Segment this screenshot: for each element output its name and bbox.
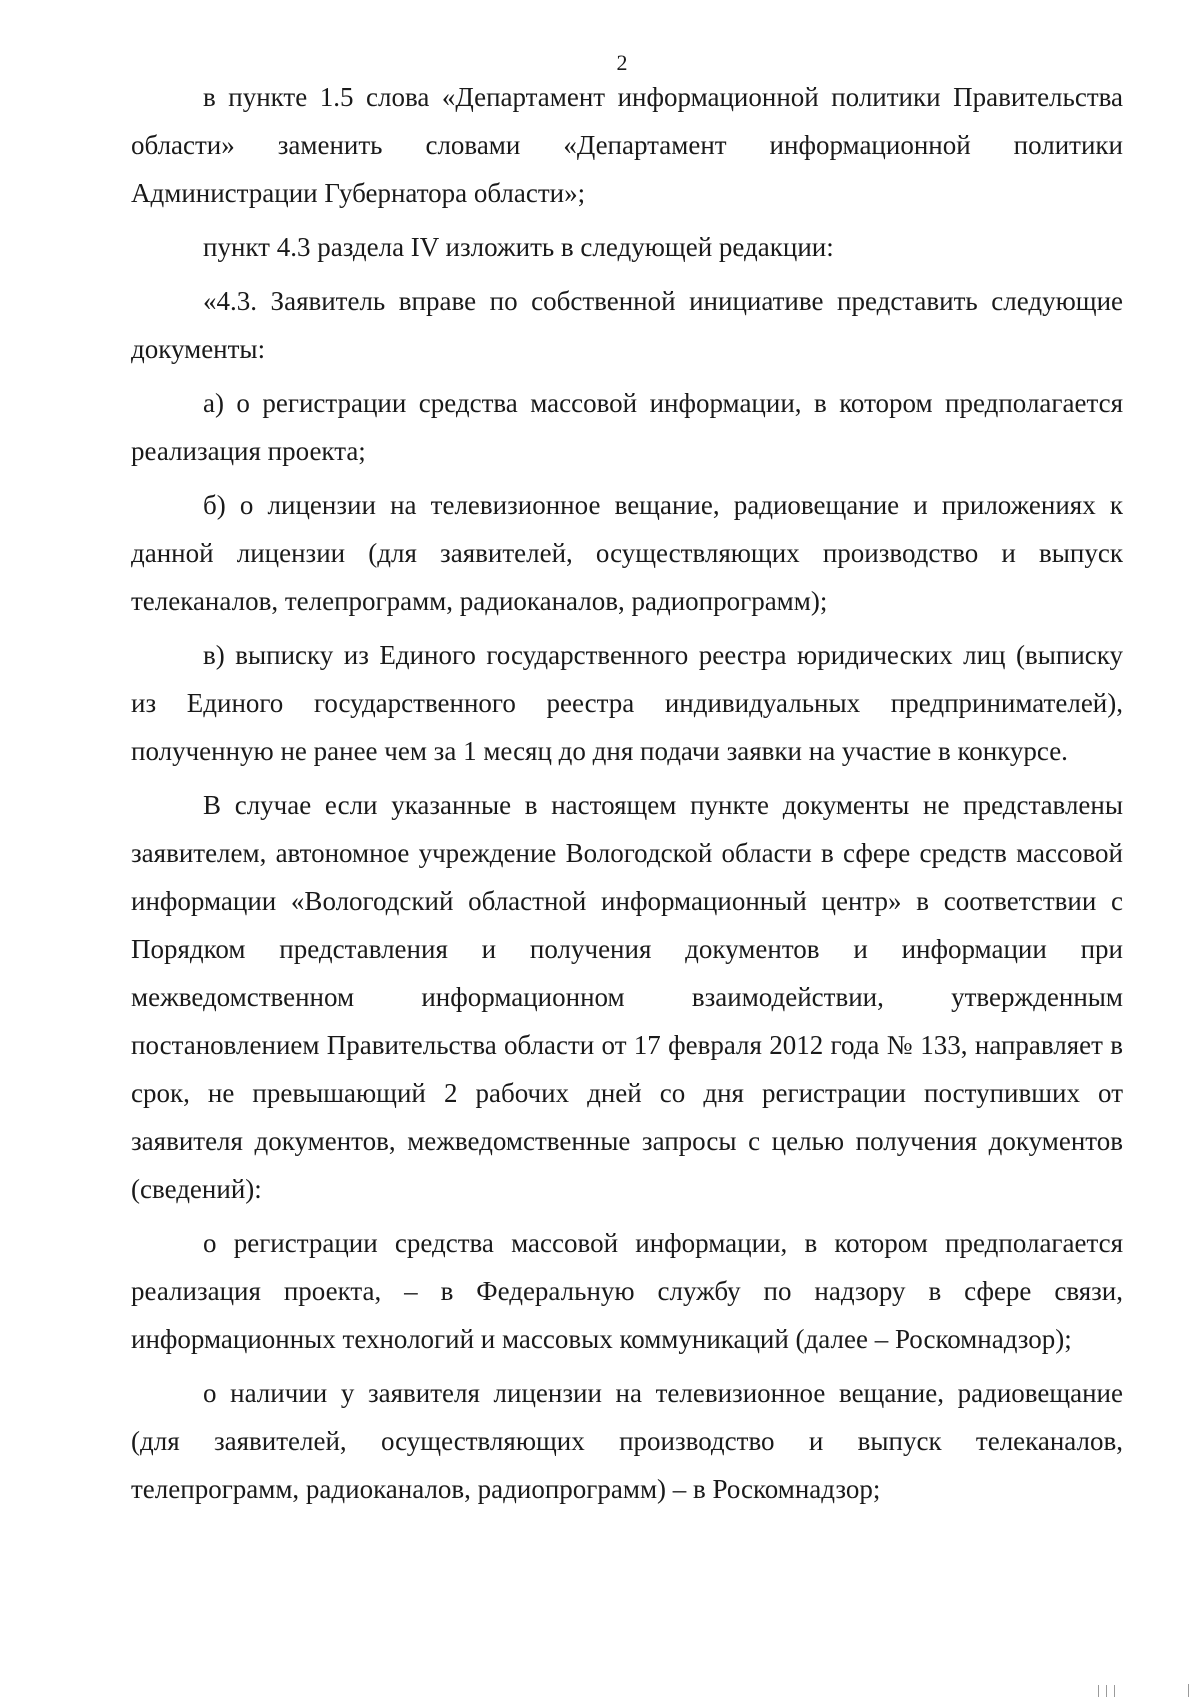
page-number: 2 [616, 50, 628, 75]
scan-artifact [1098, 1685, 1099, 1697]
paragraph-item-a: а) о регистрации средства массовой информации, в котором предполагается реализация проекта; [131, 388, 1123, 466]
paragraph-point-4-3-intro: пункт 4.3 раздела IV изложить в следующей редакции: [203, 232, 834, 262]
scan-artifact [1106, 1685, 1107, 1697]
document-body [131, 73, 1123, 1513]
paragraph-request-registration: о регистрации средства массовой информации, в котором предполагается реализация проекта, – в Федеральную службу по надзору в сфере связи, информационных технологий и массовых коммуникаций (далее – Роскомнадзор); [131, 1228, 1123, 1354]
paragraph-request-license: о наличии у заявителя лицензии на телевизионное вещание, радиовещание (для заявителей, осуществляющих производство и выпуск телеканалов, телепрограмм, радиоканалов, радиопрограмм) – в Роскомнадзор; [131, 1378, 1123, 1504]
paragraph-item-v: в) выписку из Единого государственного реестра юридических лиц (выписку из Единого государственного реестра индивидуальных предпринимателей), полученную не ранее чем за 1 месяц до дня подачи заявки на участие в конкурсе. [131, 640, 1123, 766]
paragraph-point-1-5: в пункте 1.5 слова «Департамент информационной политики Правительства области» заменить словами «Департамент информационной политики Администрации Губернатора области»; [131, 82, 1123, 208]
paragraph-item-b: б) о лицензии на телевизионное вещание, радиовещание и приложениях к данной лицензии (для заявителей, осуществляющих производство и выпуск телеканалов, телепрограмм, радиоканалов, радиопрограмм); [131, 490, 1123, 616]
paragraph-point-4-3: «4.3. Заявитель вправе по собственной инициативе представить следующие документы: [131, 286, 1123, 364]
paragraph-interagency-requests: В случае если указанные в настоящем пункте документы не представлены заявителем, автономное учреждение Вологодской области в сфере средств массовой информации «Вологодский областной информационный центр» в соответствии с Порядком представления и получения документов и информации при межведомственном информационном взаимодействии, утвержденным постановлением Правительства области от 17 февраля 2012 года № 133, направляет в срок, не превышающий 2 рабочих дней со дня регистрации поступивших от заявителя документов, межведомственные запросы с целью получения документов (сведений): [131, 790, 1123, 1204]
scan-artifact [1114, 1685, 1115, 1697]
scan-artifact [1188, 1684, 1189, 1697]
